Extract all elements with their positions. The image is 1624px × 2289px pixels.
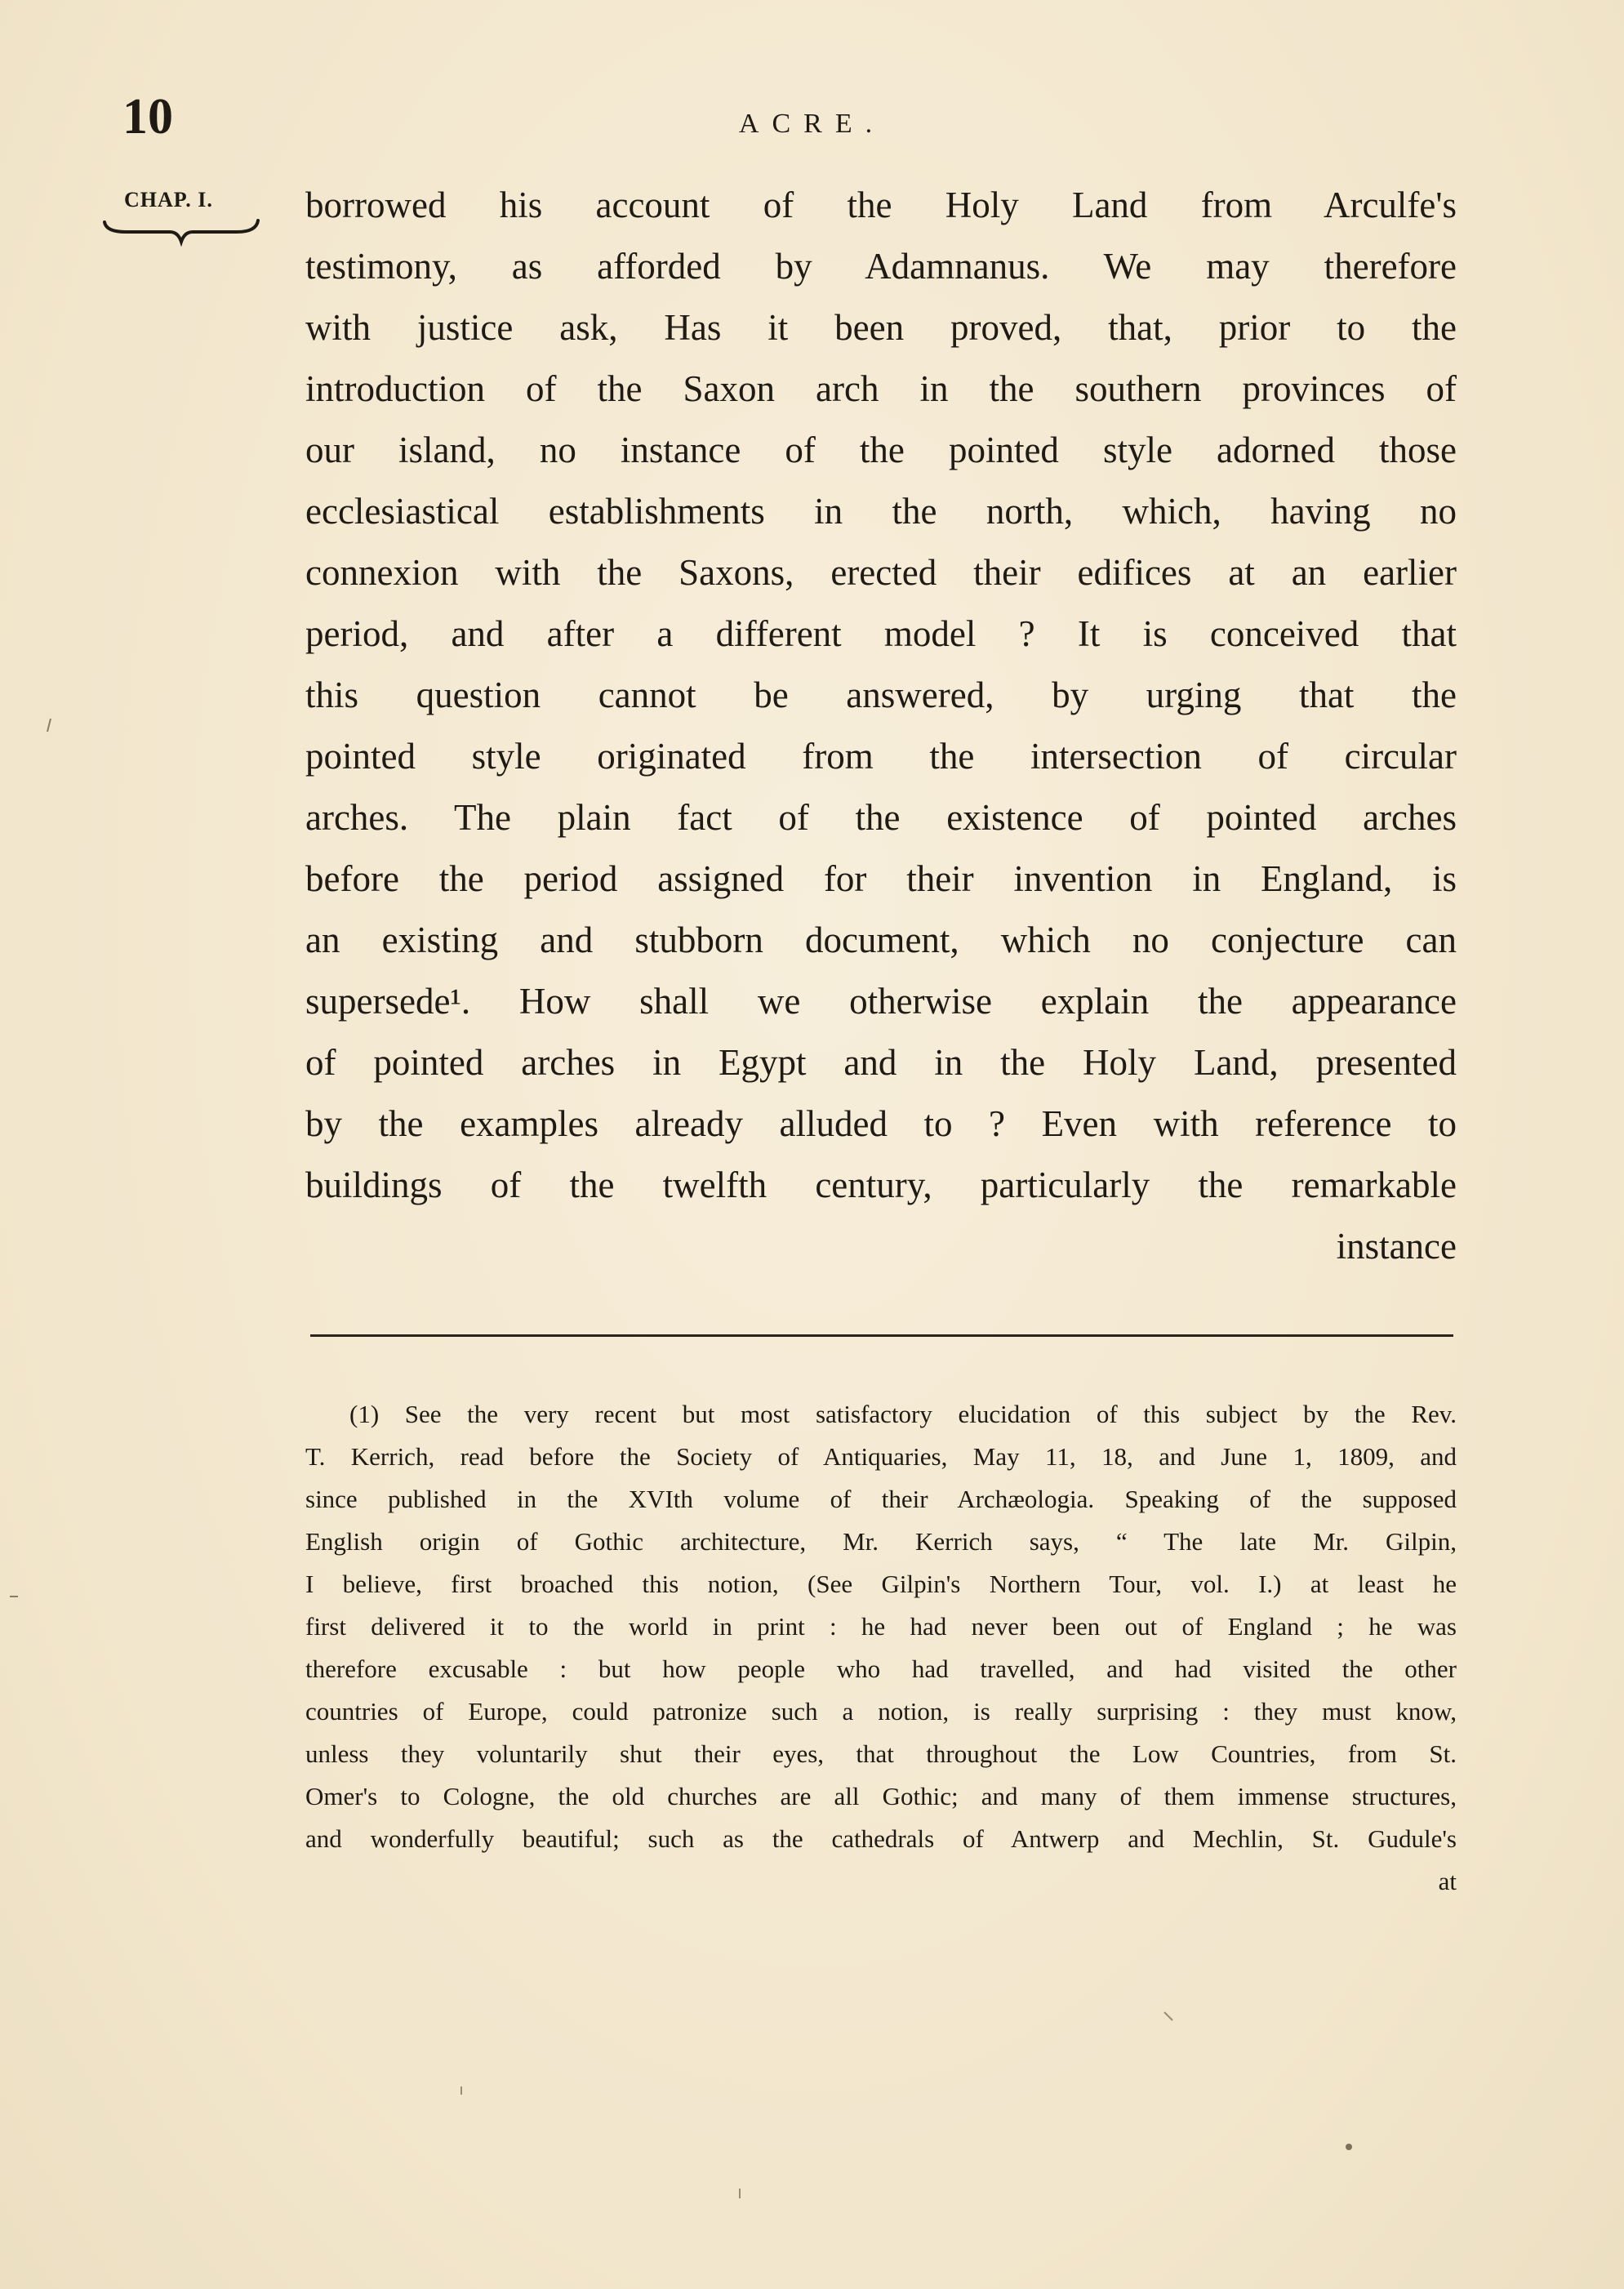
footnote-line: Omer's to Cologne, the old churches are all Gothic; and many of them immense structures, <box>305 1782 1457 1810</box>
text-line: connexion with the Saxons, erected their edifices at an earlier <box>305 552 1457 593</box>
footnote-line: unless they voluntarily shut their eyes, that throughout the Low Countries, from St. <box>305 1739 1457 1768</box>
text-line: our island, no instance of the pointed style adorned those <box>305 430 1457 470</box>
footnote-line: first delivered it to the world in print : he had never been out of England ; he was <box>305 1612 1457 1641</box>
text-line: borrowed his account of the Holy Land from Arculfe's <box>305 185 1457 225</box>
text-line: introduction of the Saxon arch in the southern provinces of <box>305 368 1457 409</box>
text-line: before the period assigned for their invention in England, is <box>305 858 1457 899</box>
chapter-marginal-label: CHAP. I. <box>124 188 213 212</box>
text-line: an existing and stubborn document, which no conjecture can <box>305 920 1457 960</box>
footnote-line: countries of Europe, could patronize such a notion, is really surprising : they must know, <box>305 1697 1457 1726</box>
main-text-block <box>305 180 1457 1283</box>
text-line: pointed style originated from the intersection of circular <box>305 736 1457 777</box>
footnote-line: since published in the XVIth volume of their Archæologia. Speaking of the supposed <box>305 1485 1457 1513</box>
chapter-brace-ornament <box>101 217 261 250</box>
text-line: period, and after a different model ? It is conceived that <box>305 613 1457 654</box>
text-line: by the examples already alluded to ? Even with reference to <box>305 1103 1457 1144</box>
footnote-line: I believe, first broached this notion, (See Gilpin's Northern Tour, vol. I.) at least he <box>305 1570 1457 1598</box>
footnote-block <box>305 1396 1457 1906</box>
footnote-divider <box>310 1334 1453 1337</box>
footnote-line: and wonderfully beautiful; such as the cathedrals of Antwerp and Mechlin, St. Gudule's <box>305 1824 1457 1853</box>
catchword: instance <box>1336 1226 1457 1267</box>
footnote-line: therefore excusable : but how people who had travelled, and had visited the other <box>305 1654 1457 1683</box>
text-line: testimony, as afforded by Adamnanus. We may therefore <box>305 246 1457 287</box>
text-line: this question cannot be answered, by urging that the <box>305 675 1457 715</box>
text-line: with justice ask, Has it been proved, that, prior to the <box>305 307 1457 348</box>
text-line: arches. The plain fact of the existence of pointed arches <box>305 797 1457 838</box>
footnote-line: English origin of Gothic architecture, Mr. Kerrich says, “ The late Mr. Gilpin, <box>305 1527 1457 1556</box>
running-title: ACRE. <box>738 109 886 139</box>
text-line: of pointed arches in Egypt and in the Holy Land, presented <box>305 1042 1457 1083</box>
text-line: ecclesiastical establishments in the north, which, having no <box>305 491 1457 532</box>
text-line: buildings of the twelfth century, particularly the remarkable <box>305 1165 1457 1205</box>
footnote-line: T. Kerrich, read before the Society of Antiquaries, May 11, 18, and June 1, 1809, and <box>305 1442 1457 1471</box>
footnote-catchword: at <box>1438 1867 1457 1895</box>
page-number: 10 <box>122 89 173 145</box>
footnote-line: (1) See the very recent but most satisfactory elucidation of this subject by the Rev. <box>349 1400 1457 1428</box>
text-line: supersede¹. How shall we otherwise explain the appearance <box>305 981 1457 1022</box>
